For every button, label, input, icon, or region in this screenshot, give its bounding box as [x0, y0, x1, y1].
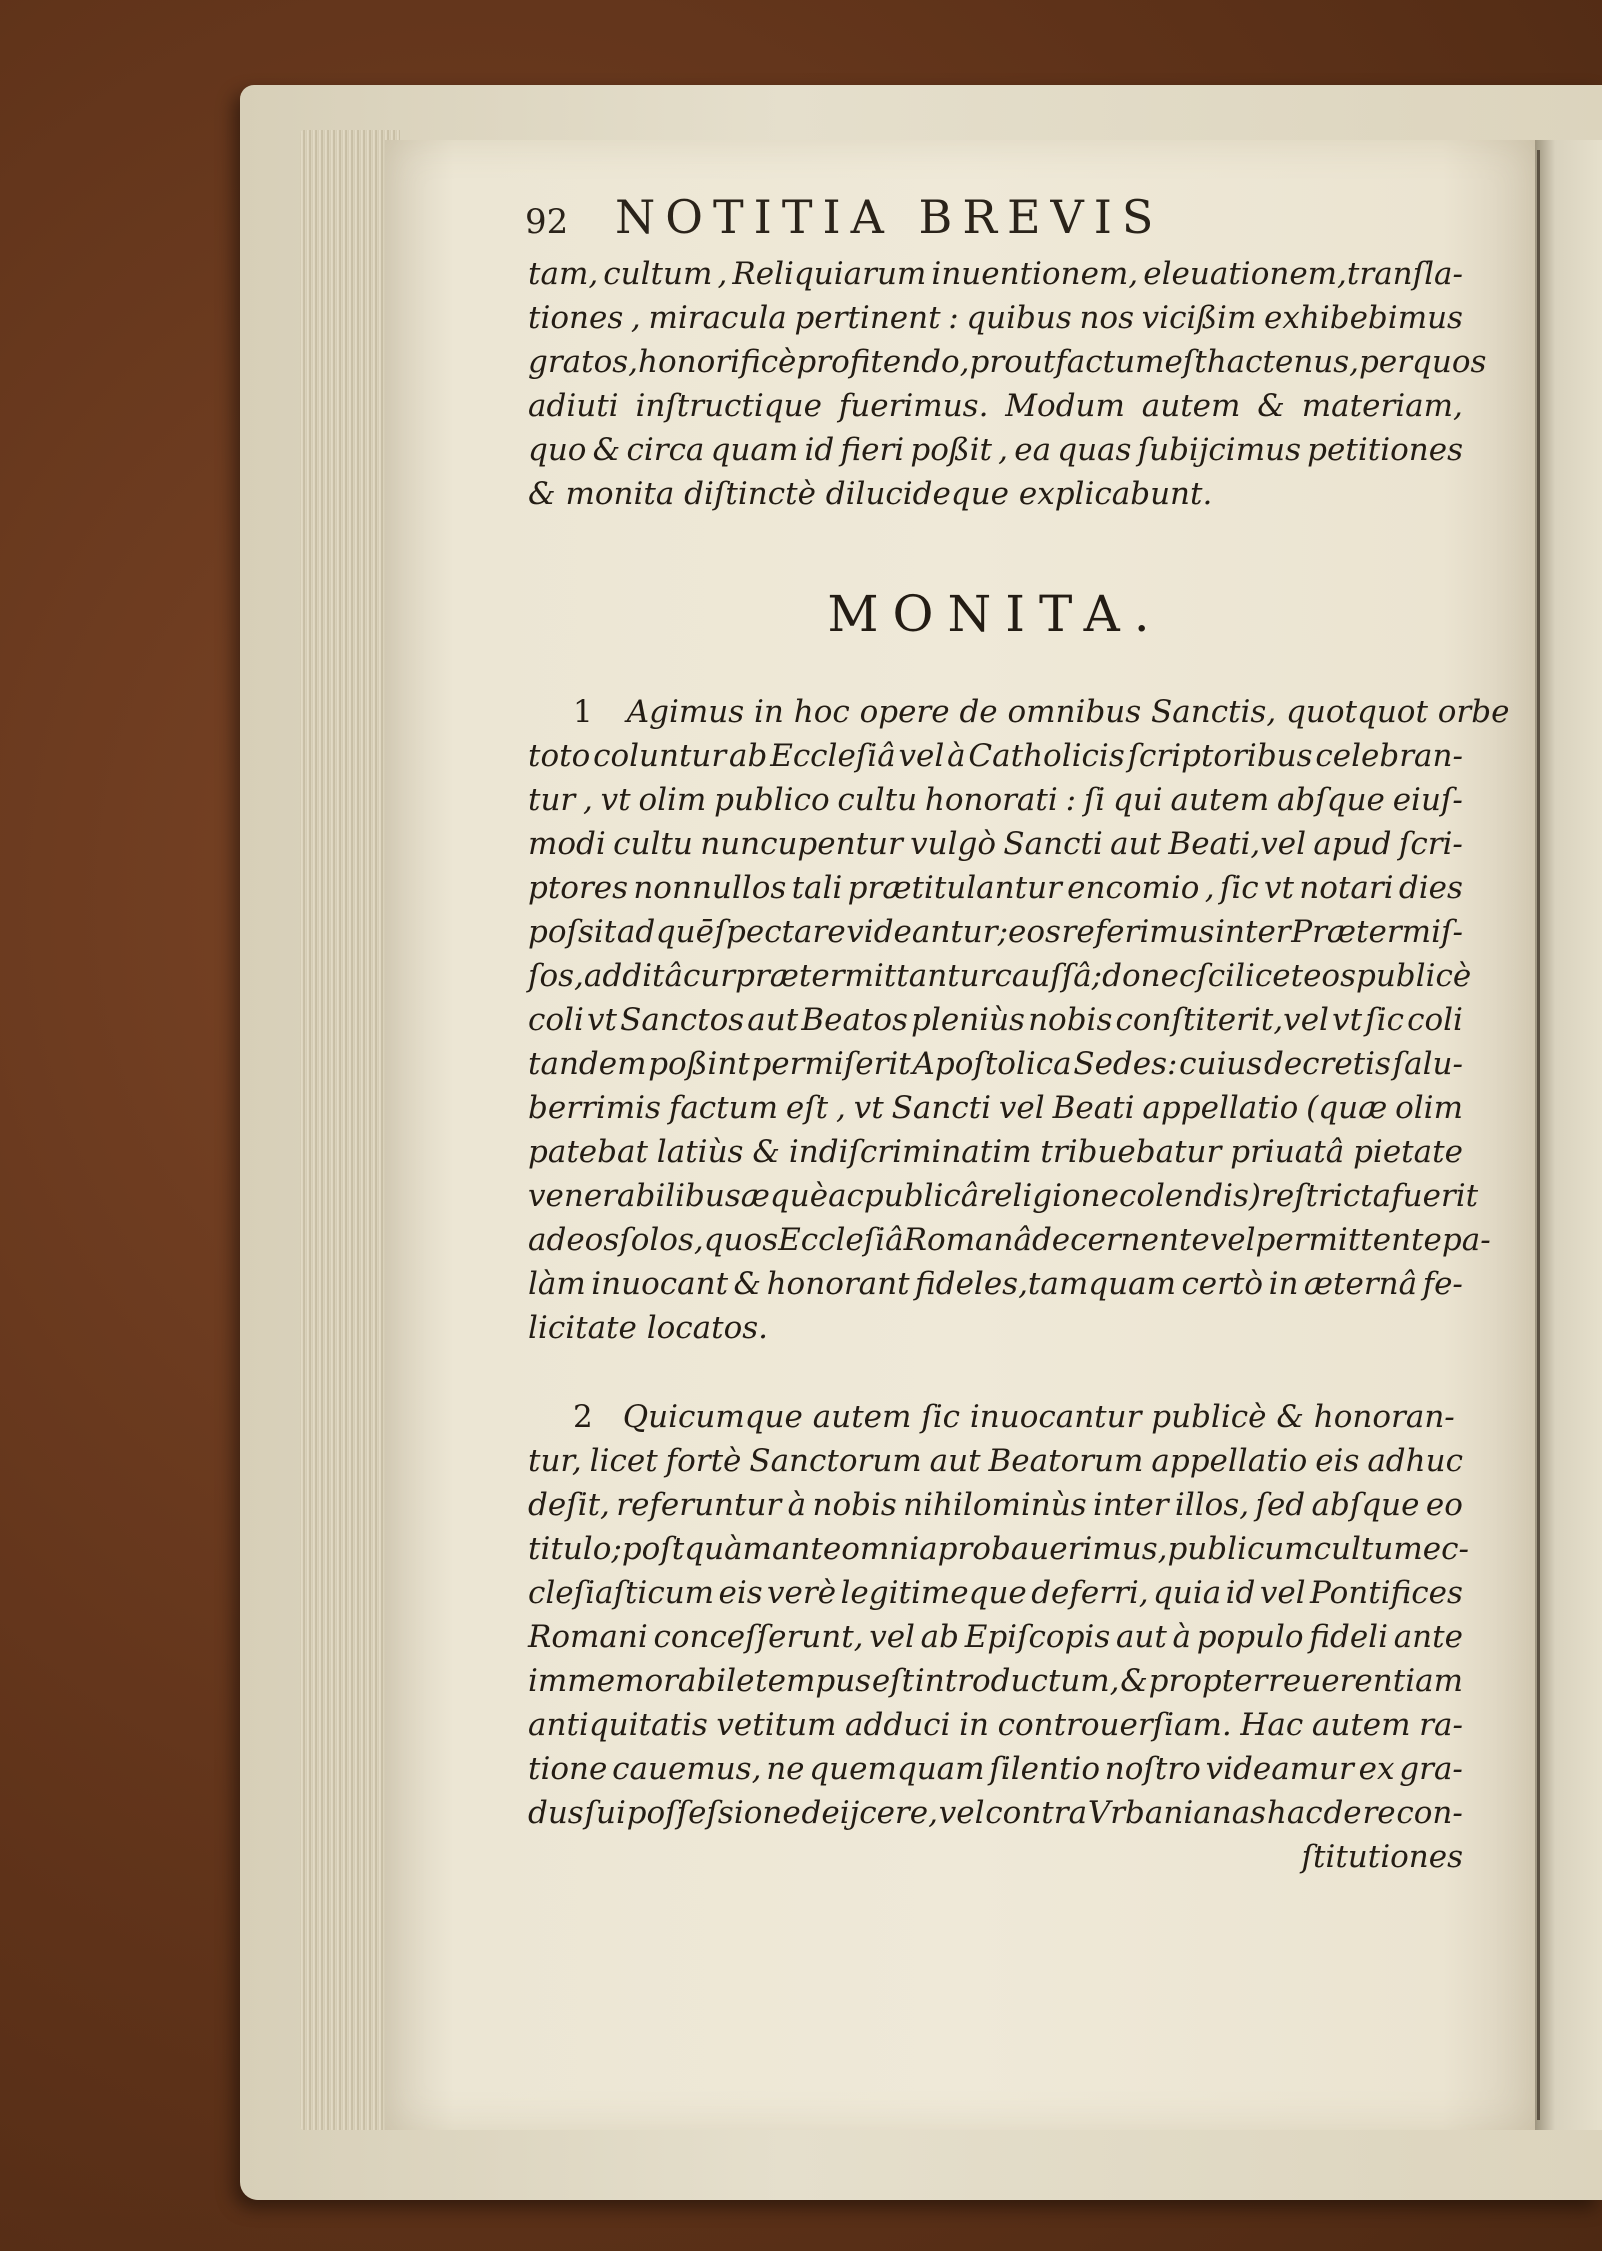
- page-gutter: [1537, 150, 1540, 2120]
- text-line-content: Agimus in hoc opere de omnibus Sanctis, quotquot orbe: [626, 694, 1510, 730]
- text-line: antiquitatis vetitum adduci in controuerſiam. Hac autem ra-: [528, 1707, 1463, 1743]
- text-line: làm inuocant & honorant fideles,tamquam certò in æternâ fe-: [528, 1266, 1463, 1302]
- text-line-content: Quicumque autem ſic inuocantur publicè & honoran-: [622, 1399, 1455, 1435]
- text-line: venerabilibus æquè ac publicâ religione colendis) reſtricta fuerit: [528, 1178, 1479, 1214]
- text-line: tam, cultum , Reliquiarum inuentionem, eleuationem,tranſla-: [528, 256, 1463, 292]
- text-line: deſit, referuntur à nobis nihilominùs inter illos, ſed abſque eo: [528, 1487, 1463, 1523]
- text-line: cleſiaſticum eis verè legitimeque deferri, quia id vel Pontifices: [528, 1575, 1463, 1611]
- section-title: MONITA.: [827, 585, 1164, 643]
- text-line: [528, 690, 1510, 734]
- running-title: NOTITIA BREVIS: [615, 190, 1164, 244]
- page-number: 92: [525, 202, 569, 242]
- text-line: adiuti inſtructique fuerimus. Modum autem & materiam,: [528, 388, 1463, 424]
- paragraph-1: [528, 690, 1510, 1350]
- facing-page-edge: [1535, 140, 1602, 2130]
- text-line: tur, licet fortè Sanctorum aut Beatorum appellatio eis adhuc: [528, 1443, 1463, 1479]
- text-line: tur , vt olim publico cultu honorati : ſi qui autem abſque eiuſ-: [528, 782, 1463, 818]
- text-line: ad eos ſolos,quos EccleſiâRomanâ decernente vel permittente pa-: [528, 1222, 1491, 1258]
- text-line: toto coluntur ab Eccleſiâ vel à Catholicis ſcriptoribus celebran-: [528, 738, 1463, 774]
- text-line: ſos, additâ cur prætermittantur cauſſâ; donec ſcilicet eos publicè: [528, 958, 1472, 994]
- paragraph-number: 2: [573, 1399, 593, 1435]
- text-line: poſsit ad quē ſpectare videantur;eos referimus inter Prætermiſ-: [528, 914, 1463, 950]
- text-line: tandem poßint permiſerit Apoſtolica Sedes: cuius decretis ſalu-: [528, 1046, 1463, 1082]
- running-head: [525, 190, 1305, 250]
- text-line: tione cauemus, ne quemquam ſilentio noſtro videamur ex gra-: [528, 1751, 1463, 1787]
- text-line: tiones , miracula pertinent : quibus nos vicißim exhibebimus: [528, 300, 1463, 336]
- catchword: ſtitutiones: [1301, 1839, 1463, 1875]
- text-line: dus ſui poſſeſsione deijcere, vel contra Vrbanianas hac de re con-: [528, 1795, 1463, 1831]
- text-line: titulo;poſtquàm ante omnia probauerimus,publicum cultum ec-: [528, 1531, 1469, 1567]
- text-line: modi cultu nuncupentur vulgò Sancti aut Beati,vel apud ſcri-: [528, 826, 1463, 862]
- text-line: Romani conceſſerunt, vel ab Epiſcopis aut à populo fideli ante: [528, 1619, 1463, 1655]
- paragraph-number: 1: [573, 694, 593, 730]
- text-line: patebat latiùs & indiſcriminatim tribuebatur priuatâ pietate: [528, 1134, 1463, 1170]
- text-line: quo & circa quam id fieri poßit , ea quas ſubijcimus petitiones: [528, 432, 1463, 468]
- text-line: licitate locatos.: [528, 1310, 769, 1346]
- text-line: immemorabile tempus eſt introductum, & propter reuerentiam: [528, 1663, 1463, 1699]
- paragraph-2: [528, 1395, 1469, 1879]
- text-line: ptores nonnullos tali prætitulantur encomio , ſic vt notari dies: [528, 870, 1463, 906]
- text-line: gratos,honorificè profitendo,prout factum eſt hactenus, per quos: [528, 344, 1487, 380]
- text-line: & monita diſtinctè dilucideque explicabunt.: [528, 476, 1213, 512]
- text-line: coli vt Sanctos aut Beatos pleniùs nobis conſtiterit,vel vt ſic coli: [528, 1002, 1463, 1038]
- intro-block: [528, 252, 1487, 516]
- text-line: berrimis factum eſt , vt Sancti vel Beati appellatio (quæ olim: [528, 1090, 1463, 1126]
- text-line: [528, 1395, 1463, 1439]
